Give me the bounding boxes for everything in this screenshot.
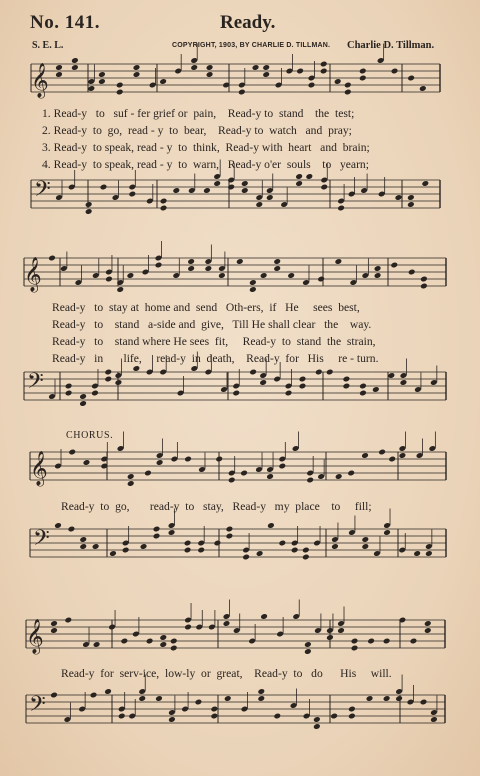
note-head [79, 543, 87, 550]
copyright-notice: COPYRIGHT, 1903, BY CHARLIE D. TILLMAN. [172, 42, 331, 49]
note-head [395, 194, 403, 201]
note-head [407, 75, 415, 82]
note-head [420, 699, 428, 706]
note-head [390, 262, 398, 269]
verse-line-1: 1. Read-y to suf - fer grief or pain, Read-y to stand the test; [42, 107, 355, 120]
note-head [249, 369, 257, 376]
note-head [206, 71, 214, 78]
verse2-line-3: Read-y to stand where He sees fit, Read-y to stand the strain, [52, 335, 376, 348]
note-head [228, 477, 236, 484]
note-head [400, 379, 408, 386]
note-head [88, 85, 96, 92]
note-head [184, 624, 192, 631]
note-head [361, 452, 369, 459]
note-head [266, 194, 274, 201]
note-head [224, 695, 232, 702]
note-head [168, 716, 176, 723]
note-head [343, 383, 351, 390]
note-head [337, 205, 345, 212]
note-head [383, 695, 391, 702]
note-head [218, 272, 226, 279]
note-head [330, 713, 338, 720]
note-head [299, 383, 307, 390]
note-head [419, 85, 427, 92]
note-head [344, 82, 352, 89]
note-head [308, 82, 316, 89]
treble-clef: 𝄞 [31, 63, 49, 98]
note-head [116, 89, 124, 96]
note-head [241, 180, 249, 187]
note-head [100, 184, 108, 191]
note-head [50, 620, 58, 627]
hymn-title: Ready. [220, 12, 276, 33]
note-head [359, 68, 367, 75]
note-head [383, 638, 391, 645]
note-head [359, 75, 367, 82]
note-head [374, 265, 382, 272]
note-head [425, 550, 433, 557]
note-head [302, 554, 310, 561]
note-head [343, 376, 351, 383]
note-head [79, 393, 87, 400]
note-head [388, 372, 396, 379]
note-head [128, 191, 136, 198]
note-head [68, 449, 76, 456]
bass-clef: 𝄢 [34, 177, 51, 207]
chorus-label: CHORUS. [66, 430, 114, 441]
note-head [347, 470, 355, 477]
note-head [344, 89, 352, 96]
note-head [172, 187, 180, 194]
note-head [273, 713, 281, 720]
note-head [367, 638, 375, 645]
note-head [98, 78, 106, 85]
note-head [203, 187, 211, 194]
note-head [115, 379, 123, 386]
note-head [240, 470, 248, 477]
note-head [116, 82, 124, 89]
note-head [140, 543, 148, 550]
note-head [262, 64, 270, 71]
note-head [153, 526, 161, 533]
note-head [64, 617, 72, 624]
note-head [413, 550, 421, 557]
note-head [279, 540, 287, 547]
note-head [121, 638, 129, 645]
note-head [374, 272, 382, 279]
note-head [256, 550, 264, 557]
note-head [315, 369, 323, 376]
note-head [91, 390, 99, 397]
note-head [249, 279, 257, 286]
note-head [184, 547, 192, 554]
treble-clef: 𝄞 [26, 619, 44, 654]
note-head [273, 265, 281, 272]
note-head [155, 695, 163, 702]
note-head [378, 449, 386, 456]
note-head [79, 536, 87, 543]
note-head [335, 473, 343, 480]
note-head [79, 400, 87, 407]
note-head [210, 706, 218, 713]
note-head [430, 716, 438, 723]
note-head [262, 71, 270, 78]
note-head [359, 390, 367, 397]
note-head [291, 547, 299, 554]
note-head [98, 71, 106, 78]
note-head [273, 258, 281, 265]
note-head [241, 187, 249, 194]
note-head [255, 201, 263, 208]
note-head [144, 470, 152, 477]
note-head [127, 473, 135, 480]
note-head [257, 695, 265, 702]
note-head [285, 390, 293, 397]
note-head [104, 369, 112, 376]
note-head [267, 522, 275, 529]
note-head [127, 480, 135, 487]
composer-name: Charlie D. Tillman. [347, 40, 435, 51]
note-head [109, 550, 117, 557]
note-head [50, 627, 58, 634]
note-head [420, 276, 428, 283]
note-head [296, 68, 304, 75]
note-head [170, 638, 178, 645]
note-head [232, 390, 240, 397]
note-head [227, 184, 235, 191]
note-head [215, 456, 223, 463]
note-head [71, 57, 79, 64]
note-head [317, 276, 325, 283]
note-head [133, 71, 141, 78]
note-head [348, 713, 356, 720]
note-head [260, 613, 268, 620]
note-head [395, 695, 403, 702]
note-head [214, 540, 222, 547]
note-head [424, 620, 432, 627]
note-head [242, 554, 250, 561]
note-head [351, 645, 359, 652]
verse2-line-1: Read-y to stay at home and send Oth-ers, if He sees best, [52, 301, 360, 314]
note-head [306, 477, 314, 484]
note-head [266, 473, 274, 480]
note-head [160, 205, 168, 212]
note-head [65, 383, 73, 390]
note-head [133, 64, 141, 71]
note-head [159, 78, 167, 85]
note-head [138, 695, 146, 702]
note-head [48, 255, 56, 262]
note-head [50, 692, 58, 699]
note-head [295, 180, 303, 187]
note-head [334, 78, 342, 85]
note-head [205, 265, 213, 272]
verse-line-4: 4. Read-y to speak, read - y to warn, Read-y o'er souls to yearn; [42, 158, 369, 171]
note-head [320, 184, 328, 191]
note-head [302, 547, 310, 554]
treble-clef: 𝄞 [30, 451, 48, 486]
note-head [299, 376, 307, 383]
verse2-line-4: Read-y in life, read-y in death, Read-y for His re - turn. [52, 352, 379, 365]
chorus-line-2: Read-y for serv-ice, low-ly or great, Read-y to do His will. [61, 667, 392, 680]
note-head [184, 540, 192, 547]
note-head [388, 456, 396, 463]
verse-line-3: 3. Read-y to speak, read - y to think, Read-y with heart and brain; [42, 141, 370, 154]
note-head [184, 456, 192, 463]
bass-clef: 𝄢 [27, 369, 44, 399]
note-head [93, 641, 101, 648]
hymn-number: No. 141. [30, 12, 100, 33]
note-head [407, 194, 415, 201]
note-head [104, 688, 112, 695]
note-head [156, 459, 164, 466]
note-head [210, 713, 218, 720]
note-head [223, 620, 231, 627]
note-head [206, 64, 214, 71]
note-head [187, 258, 195, 265]
note-head [54, 522, 62, 529]
note-head [304, 648, 312, 655]
note-head [410, 638, 418, 645]
note-head [399, 452, 407, 459]
note-head [305, 173, 313, 180]
note-head [160, 198, 168, 205]
note-head [335, 258, 343, 265]
treble-clef: 𝄞 [24, 257, 42, 292]
chorus-line-1: Read-y to go, read-y to stay, Read-y my place to fill; [61, 500, 372, 513]
note-head [383, 529, 391, 536]
note-head [68, 526, 76, 533]
note-head [260, 272, 268, 279]
note-head [304, 641, 312, 648]
note-head [118, 713, 126, 720]
note-head [331, 543, 339, 550]
note-head [159, 634, 167, 641]
note-head [252, 64, 260, 71]
note-head [116, 286, 124, 293]
bass-clef: 𝄢 [33, 526, 50, 556]
note-head [372, 386, 380, 393]
note-head [195, 699, 203, 706]
note-head [326, 634, 334, 641]
note-head [85, 208, 93, 215]
note-head [104, 376, 112, 383]
note-head [55, 64, 63, 71]
note-head [257, 688, 265, 695]
note-head [236, 258, 244, 265]
note-head [320, 68, 328, 75]
note-head [55, 71, 63, 78]
note-head [187, 265, 195, 272]
note-head [359, 383, 367, 390]
note-head [226, 533, 234, 540]
note-head [391, 68, 399, 75]
note-head [146, 638, 154, 645]
note-head [278, 463, 286, 470]
note-head [351, 638, 359, 645]
note-head [122, 547, 130, 554]
note-head [295, 173, 303, 180]
note-head [313, 723, 321, 730]
note-head [133, 365, 141, 372]
note-head [92, 543, 100, 550]
note-head [361, 543, 369, 550]
note-head [361, 536, 369, 543]
note-head [65, 390, 73, 397]
bass-clef: 𝄢 [29, 692, 46, 722]
verse2-line-2: Read-y to stand a-side and give, Till He shall clear the way. [52, 318, 372, 331]
note-head [153, 533, 161, 540]
note-head [190, 64, 198, 71]
note-head [105, 276, 113, 283]
note-head [90, 692, 98, 699]
note-head [83, 459, 91, 466]
note-head [348, 706, 356, 713]
note-head [287, 272, 295, 279]
note-head [170, 645, 178, 652]
note-head [127, 272, 135, 279]
note-head [168, 529, 176, 536]
note-head [249, 286, 257, 293]
note-head [313, 716, 321, 723]
note-head [155, 262, 163, 269]
note-head [226, 526, 234, 533]
note-head [197, 547, 205, 554]
note-head [337, 627, 345, 634]
note-head [326, 369, 334, 376]
note-head [420, 283, 428, 290]
note-head [213, 180, 221, 187]
note-head [408, 269, 416, 276]
note-head [407, 201, 415, 208]
note-head [320, 61, 328, 68]
note-head [259, 379, 267, 386]
note-head [238, 89, 246, 96]
note-head [424, 627, 432, 634]
note-head [366, 695, 374, 702]
note-head [71, 64, 79, 71]
note-head [421, 180, 429, 187]
verse-line-2: 2. Read-y to go, read - y to bear, Read-y to watch and pray; [42, 124, 352, 137]
note-head [85, 201, 93, 208]
lyricist-initials: S. E. L. [32, 40, 64, 51]
note-head [159, 641, 167, 648]
